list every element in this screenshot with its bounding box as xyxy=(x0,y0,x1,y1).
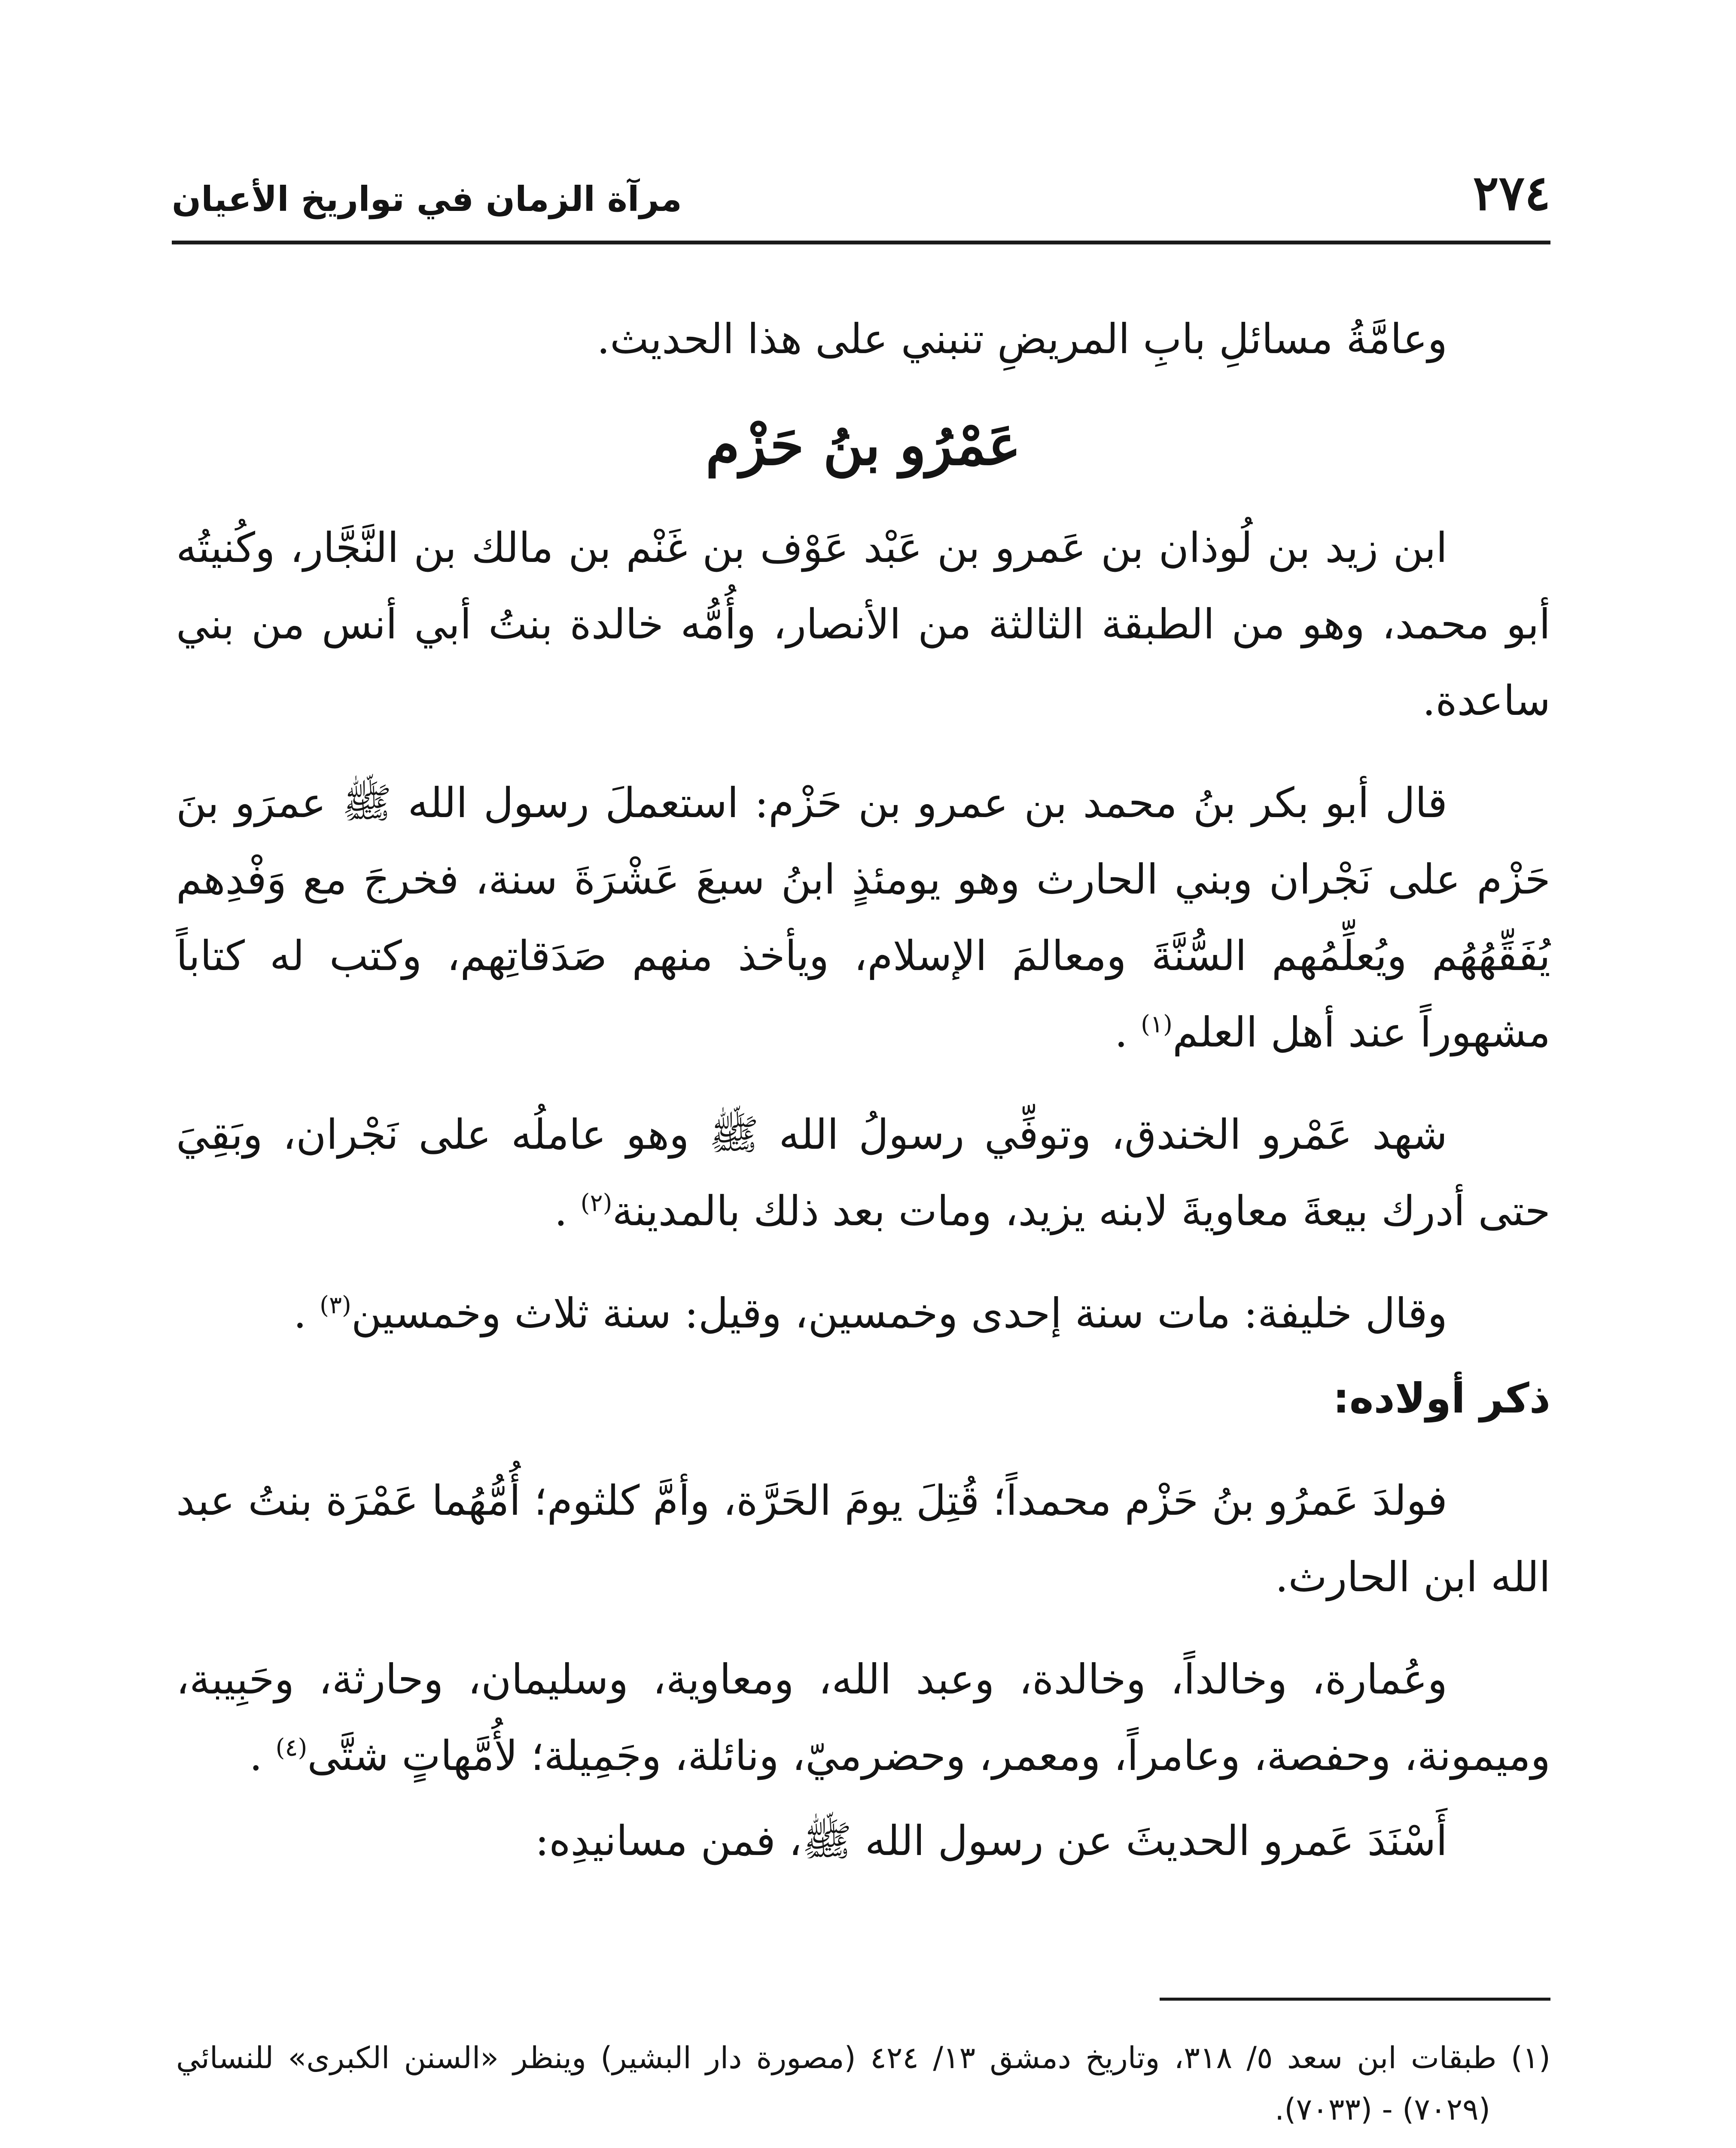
page-number: ٢٧٤ xyxy=(1473,165,1550,221)
page-header xyxy=(172,155,1550,244)
paragraph-hadith: أَسْنَدَ عَمرو الحديثَ عن رسول الله ﷺ، فمن مسانيدِه: xyxy=(535,1817,1447,1865)
paragraph-death: شهد عَمْرو الخندق، وتوفِّي رسولُ الله ﷺ وهو عاملُه على نَجْران، وبَقِيَ حتى أدرك بيعةَ معاويةَ لابنه يزيد، ومات بعد ذلك بالمدينة$^{(٢)}$ . xyxy=(176,1111,1550,1235)
intro-paragraph: وعامَّةُ مسائلِ بابِ المريضِ تنبني على هذا الحديث. xyxy=(597,315,1447,363)
footnote-ref: (٢) xyxy=(580,1189,612,1217)
paragraph-appointment: قال أبو بكر بنُ محمد بن عمرو بن حَزْم: استعملَ رسول الله ﷺ عمرَو بنَ حَزْم على نَجْران وبني الحارث وهو يومئذٍ ابنُ سبعَ عَشْرَةَ سنة، فخرجَ مع وَفْدِهم يُفَقِّهُهُم ويُعلِّمُهم السُّنَّةَ ومعالمَ الإسلام، ويأخذ منهم صَدَقاتِهم، وكتب له كتاباً مشهوراً عند أهل العلم$^{(١)}$ . xyxy=(176,779,1551,1056)
footnote-ref: (١) xyxy=(1141,1010,1173,1038)
footnote-1: (١) طبقات ابن سعد ٥/ ٣١٨، وتاريخ دمشق ١٣/ ٤٢٤ (مصورة دار البشير) وينظر «السنن الكبرى» للنسائي (٧٠٢٩) - (٧٠٣٣). xyxy=(176,2040,1550,2127)
footnote-ref: (٤) xyxy=(275,1734,308,1762)
footnote-ref: (٣) xyxy=(320,1291,351,1319)
footnotes xyxy=(176,2032,1550,2148)
section-title: عَمْرُو بنُ حَزْم xyxy=(706,413,1021,478)
footnote-divider xyxy=(1160,1998,1550,2001)
subheading-children: ذكر أولاده: xyxy=(1333,1374,1550,1422)
footnote-2 xyxy=(176,2145,1550,2148)
main-text xyxy=(176,301,1550,1905)
paragraph-lineage: ابن زيد بن لُوذان بن عَمرو بن عَبْد عَوْف بن غَنْم بن مالك بن النَّجَّار، وكُنيتُه أبو محمد، وهو من الطبقة الثالثة من الأنصار، وأُمُّه خالدة بنتُ أبي أنس من بني ساعدة. xyxy=(176,524,1550,725)
running-title: مرآة الزمان في تواريخ الأعيان xyxy=(172,179,682,219)
paragraph-text: وعُمارة، وخالداً، وخالدة، وعبد الله، ومعاوية، وسليمان، وحارثة، وحَبِيبة، وميمونة، وحفصة، وعامراً، ومعمر، وحضرميّ، ونائلة، وجَمِيلة؛ لأُمَّهاتٍ شتَّى xyxy=(176,1655,1550,1780)
paragraph-text: وقال خليفة: مات سنة إحدى وخمسين، وقيل: سنة ثلاث وخمسين xyxy=(351,1289,1447,1337)
paragraph-children-2: وعُمارة، وخالداً، وخالدة، وعبد الله، ومعاوية، وسليمان، وحارثة، وحَبِيبة، وميمونة، وحفصة، وعامراً، ومعمر، وحضرميّ، ونائلة، وجَمِيلة؛ لأُمَّهاتٍ شتَّى$^{(٤)}$ . xyxy=(176,1655,1550,1780)
paragraph-children-1: فولدَ عَمرُو بنُ حَزْم محمداً؛ قُتِلَ يومَ الحَرَّة، وأمَّ كلثوم؛ أُمُّهُما عَمْرَة بنتُ عبد الله ابن الحارث. xyxy=(176,1477,1550,1601)
paragraph-khalifa: وقال خليفة: مات سنة إحدى وخمسين، وقيل: سنة ثلاث وخمسين$^{(٣)}$ . xyxy=(293,1289,1447,1337)
paragraph-text: قال أبو بكر بنُ محمد بن عمرو بن حَزْم: استعملَ رسول الله ﷺ عمرَو بنَ حَزْم على نَجْران وبني الحارث وهو يومئذٍ ابنُ سبعَ عَشْرَةَ سنة، فخرجَ مع وَفْدِهم يُفَقِّهُهُم ويُعلِّمُهم السُّنَّةَ ومعالمَ الإسلام، ويأخذ منهم صَدَقاتِهم، وكتب له كتاباً مشهوراً عند أهل العلم xyxy=(176,779,1551,1056)
paragraph-text: شهد عَمْرو الخندق، وتوفِّي رسولُ الله ﷺ وهو عاملُه على نَجْران، وبَقِيَ حتى أدرك بيعةَ معاويةَ لابنه يزيد، ومات بعد ذلك بالمدينة xyxy=(176,1111,1550,1235)
